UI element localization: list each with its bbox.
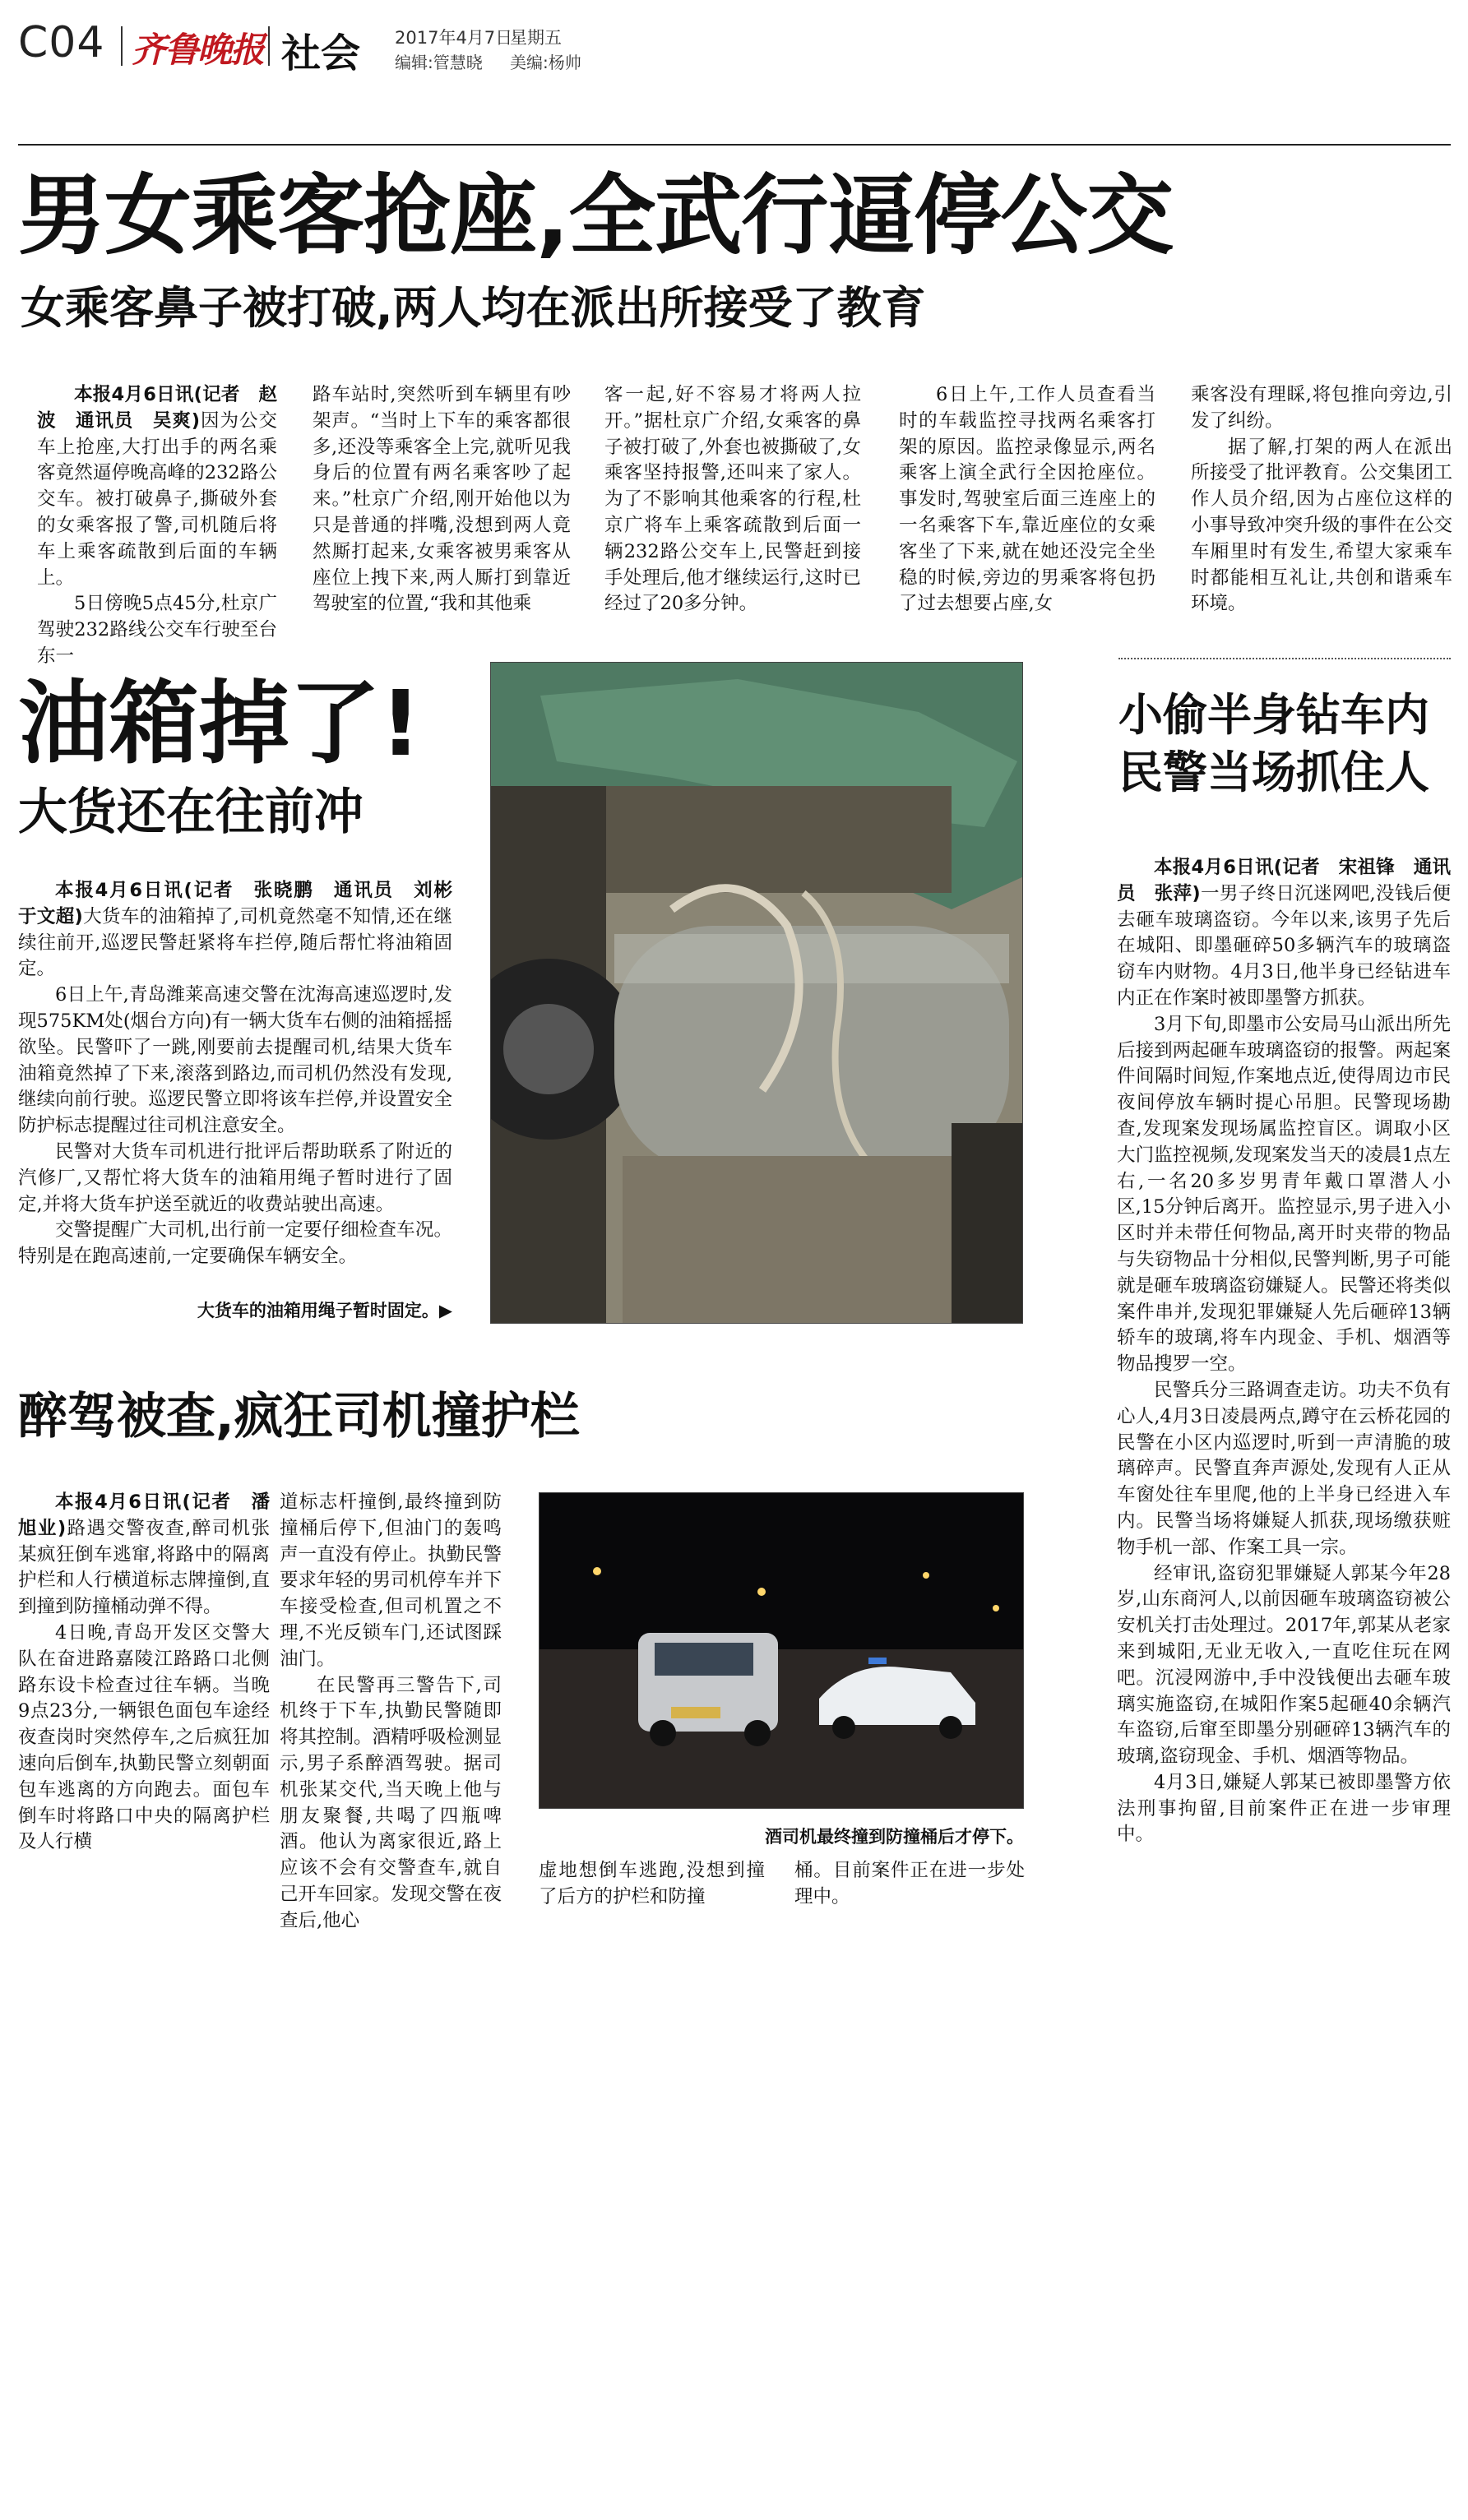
lead-column-2 bbox=[313, 382, 571, 617]
drunk-paragraph: 4日晚,青岛开发区交警大队在奋进路嘉陵江路路口北侧路东设卡检查过往车辆。当晚9点23分,一辆银色面包车途经夜查岗时突然停车,之后疯狂加速向后倒车,执勤民警立刻朝面包车逃离的方向跑去。面包车倒车时将路口中央的隔离护栏及人行横 bbox=[18, 1621, 270, 1853]
tank-paragraph: 民警对大货车司机进行批评后帮助联系了附近的汽修厂,又帮忙将大货车的油箱用绳子暂时进行了固定,并将大货车护送至就近的收费站驶出高速。 bbox=[18, 1140, 452, 1215]
drunk-paragraph: 路遇交警夜查,醉司机张某疯狂倒车逃窜,将路中的隔离护栏和人行横道标志牌撞倒,直到撞到防撞桶动弹不得。 bbox=[18, 1517, 270, 1618]
truck-fuel-tank-photo bbox=[490, 662, 1023, 1324]
drunk-paragraph: 在民警再三警告下,司机终于下车,执勤民警随即将其控制。酒精呼吸检测显示,男子系醉酒驾驶。据司机张某交代,当天晚上他与朋友聚餐,共喝了四瓶啤酒。他认为离家很近,路上应该不会有交警查车,就自己开车回家。发现交警在夜查后,他心 bbox=[280, 1674, 502, 1931]
tank-paragraph: 6日上午,青岛潍莱高速交警在沈海高速巡逻时,发现575KM处(烟台方向)有一辆大货车右侧的油箱摇摇欲坠。民警吓了一跳,刚要前去提醒司机,结果大货车油箱竟然掉了下来,滚落到路边,而司机仍然没有发现,继续向前行驶。巡逻民警立即将该车拦停,并设置安全防护标志提醒过往司机注意安全。 bbox=[18, 984, 452, 1137]
editor-credit: 编辑:管慧晓 bbox=[395, 53, 483, 72]
drunk-column-2 bbox=[280, 1490, 502, 1935]
tank-headline: 油箱掉了! bbox=[18, 671, 422, 776]
lead-paragraph: 乘客没有理睬,将包推向旁边,引发了纠纷。 bbox=[1191, 384, 1452, 432]
lead-column-4 bbox=[899, 382, 1155, 617]
tank-byline: 本报4月6日讯(记者 张晓鹏 通讯员 刘彬 于文超) bbox=[18, 880, 471, 927]
drunk-headline: 醉驾被查,疯狂司机撞护栏 bbox=[18, 1388, 580, 1445]
page-number: C04 bbox=[18, 18, 105, 67]
designer-credit: 美编:杨帅 bbox=[510, 53, 581, 72]
header-divider bbox=[121, 26, 123, 66]
tank-subhead: 大货还在往前冲 bbox=[18, 784, 364, 841]
tank-body bbox=[18, 878, 471, 1270]
drunk-paragraph: 虚地想倒车逃跑,没想到撞了后方的护栏和防撞 bbox=[539, 1860, 765, 1907]
drunk-paragraph: 道标志杆撞倒,最终撞到防撞桶后停下,但油门的轰鸣声一直没有停止。执勤民警要求年轻的男司机停车并下车接受检查,但司机置之不理,不光反锁车门,还试图踩油门。 bbox=[280, 1491, 502, 1670]
issue-weekday: 星期五 bbox=[510, 28, 562, 48]
drunk-column-1 bbox=[18, 1490, 270, 1856]
lead-column-1 bbox=[37, 382, 277, 670]
tank-paragraph: 交警提醒广大司机,出行前一定要仔细检查车况。特别是在跑高速前,一定要确保车辆安全。 bbox=[18, 1219, 452, 1268]
thief-paragraph: 4月3日,嫌疑人郭某已被即墨警方依法刑事拘留,目前案件正在进一步审理中。 bbox=[1117, 1771, 1451, 1846]
section-divider-dotted bbox=[1118, 658, 1451, 659]
lead-paragraph: 6日上午,工作人员查看当时的车载监控寻找两名乘客打架的原因。监控录像显示,两名乘客上演全武行全因抢座位。事发时,驾驶室后面三连座上的一名乘客下车,靠近座位的女乘客坐了下来,就在她还没完全坐稳的时候,旁边的男乘客将包扔了过去想要占座,女 bbox=[899, 384, 1155, 615]
drunk-column-4 bbox=[794, 1858, 1025, 1911]
thief-paragraph: 一男子终日沉迷网吧,没钱后便去砸车玻璃盗窃。今年以来,该男子先后在城阳、即墨砸碎50多辆汽车的玻璃盗窃车内财物。4月3日,他半身已经钻进车内正在作案时被即墨警方抓获。 bbox=[1117, 882, 1451, 1009]
lead-byline: 本报4月6日讯(记者 赵波 通讯员 吴爽) bbox=[37, 384, 277, 432]
drunk-column-3 bbox=[539, 1858, 765, 1911]
lead-column-3 bbox=[604, 382, 861, 617]
drunk-paragraph: 桶。目前案件正在进一步处理中。 bbox=[794, 1860, 1025, 1907]
header-divider bbox=[268, 26, 270, 66]
lead-paragraph: 据了解,打架的两人在派出所接受了批评教育。公交集团工作人员介绍,因为占座位这样的小事导致冲突升级的事件在公交车厢里时有发生,希望大家乘车时都能相互礼让,共创和谐乘车环境。 bbox=[1191, 436, 1452, 615]
tank-paragraph: 大货车的油箱掉了,司机竟然毫不知情,还在继续往前开,巡逻民警赶紧将车拦停,随后帮忙将油箱固定。 bbox=[18, 905, 452, 980]
top-rule bbox=[18, 144, 1451, 146]
drunk-byline: 本报4月6日讯(记者 潘旭业) bbox=[18, 1491, 270, 1539]
thief-paragraph: 3月下旬,即墨市公安局马山派出所先后接到两起砸车玻璃盗窃的报警。两起案件间隔时间短,作案地点近,使得周边市民夜间停放车辆时提心吊胆。民警现场勘查,发现案发现场属监控盲区。调取小区大门监控视频,发现案发当天的凌晨1点左右,一名20多岁男青年戴口罩潜人小区,15分钟后离开。监控显示,男子进入小区时并未带任何物品,离开时夹带的物品与失窃物品十分相似,民警判断,男子可能就是砸车玻璃盗窃嫌疑人。民警还将类似案件串并,发现犯罪嫌疑人先后砸碎13辆轿车的玻璃,将车内现金、手机、烟酒等物品搜罗一空。 bbox=[1117, 1013, 1451, 1376]
lead-paragraph: 5日傍晚5点45分,杜京广驾驶232路线公交车行驶至台东一 bbox=[37, 593, 277, 667]
issue-date: 2017年4月7日 bbox=[395, 28, 513, 48]
thief-paragraph: 经审讯,盗窃犯罪嫌疑人郭某今年28岁,山东商河人,以前因砸车玻璃盗窃被公安机关打击处理过。2017年,郭某从老家来到城阳,无业无收入,一直吃住玩在网吧。沉浸网游中,手中没钱便出去砸车玻璃实施盗窃,在城阳作案5起砸40余辆汽车盗窃,后窜至即墨分别砸碎13辆汽车的玻璃,盗窃现金、手机、烟酒等物品。 bbox=[1117, 1562, 1451, 1768]
lead-headline: 男女乘客抢座,全武行逼停公交 bbox=[18, 165, 1174, 266]
lead-subhead: 女乘客鼻子被打破,两人均在派出所接受了教育 bbox=[21, 282, 926, 334]
section-name: 社会 bbox=[281, 30, 361, 76]
lead-paragraph: 客一起,好不容易才将两人拉开。”据杜京广介绍,女乘客的鼻子被打破了,外套也被撕破了,女乘客坚持报警,还叫来了家人。为了不影响其他乘客的行程,杜京广将车上乘客疏散到后面一辆232路公交车上,民警赶到接手处理后,他才继续运行,这时已经过了20多分钟。 bbox=[604, 384, 861, 615]
lead-paragraph: 路车站时,突然听到车辆里有吵架声。“当时上下车的乘客都很多,还没等乘客全上完,就听见我身后的位置有两名乘客吵了起来。”杜京广介绍,刚开始他以为只是普通的拌嘴,没想到两人竟然厮打起来,女乘客被男乘客从座位上拽下来,两人厮打到靠近驾驶室的位置,“我和其他乘 bbox=[313, 384, 571, 615]
thief-paragraph: 民警兵分三路调查走访。功夫不负有心人,4月3日凌晨两点,蹲守在云桥花园的民警在小区内巡逻时,听到一声清脆的玻璃碎声。民警直奔声源处,发现有人正从车窗处往车里爬,他的上半身已经进入车内。民警当场将嫌疑人抓获,现场缴获赃物手机一部、作案工具一宗。 bbox=[1117, 1379, 1451, 1558]
thief-body bbox=[1117, 855, 1451, 1848]
paper-logo: 齐鲁晚报 bbox=[132, 30, 264, 70]
tank-photo-caption: 大货车的油箱用绳子暂时固定。▶ bbox=[197, 1301, 452, 1320]
thief-headline-2: 民警当场抓住人 bbox=[1118, 747, 1429, 798]
drunk-photo-caption: 酒司机最终撞到防撞桶后才停下。 bbox=[765, 1827, 1024, 1847]
thief-byline: 本报4月6日讯(记者 宋祖锋 通讯员 张萍) bbox=[1117, 857, 1451, 904]
lead-paragraph: 因为公交车上抢座,大打出手的两名乘客竟然逼停晚高峰的232路公交车。被打破鼻子,撕破外套的女乘客报了警,司机随后将车上乘客疏散到后面的车辆上。 bbox=[37, 409, 277, 589]
thief-headline-1: 小偷半身钻车内 bbox=[1118, 689, 1429, 741]
lead-column-5 bbox=[1191, 382, 1452, 617]
drunk-driving-scene-photo bbox=[539, 1492, 1024, 1809]
